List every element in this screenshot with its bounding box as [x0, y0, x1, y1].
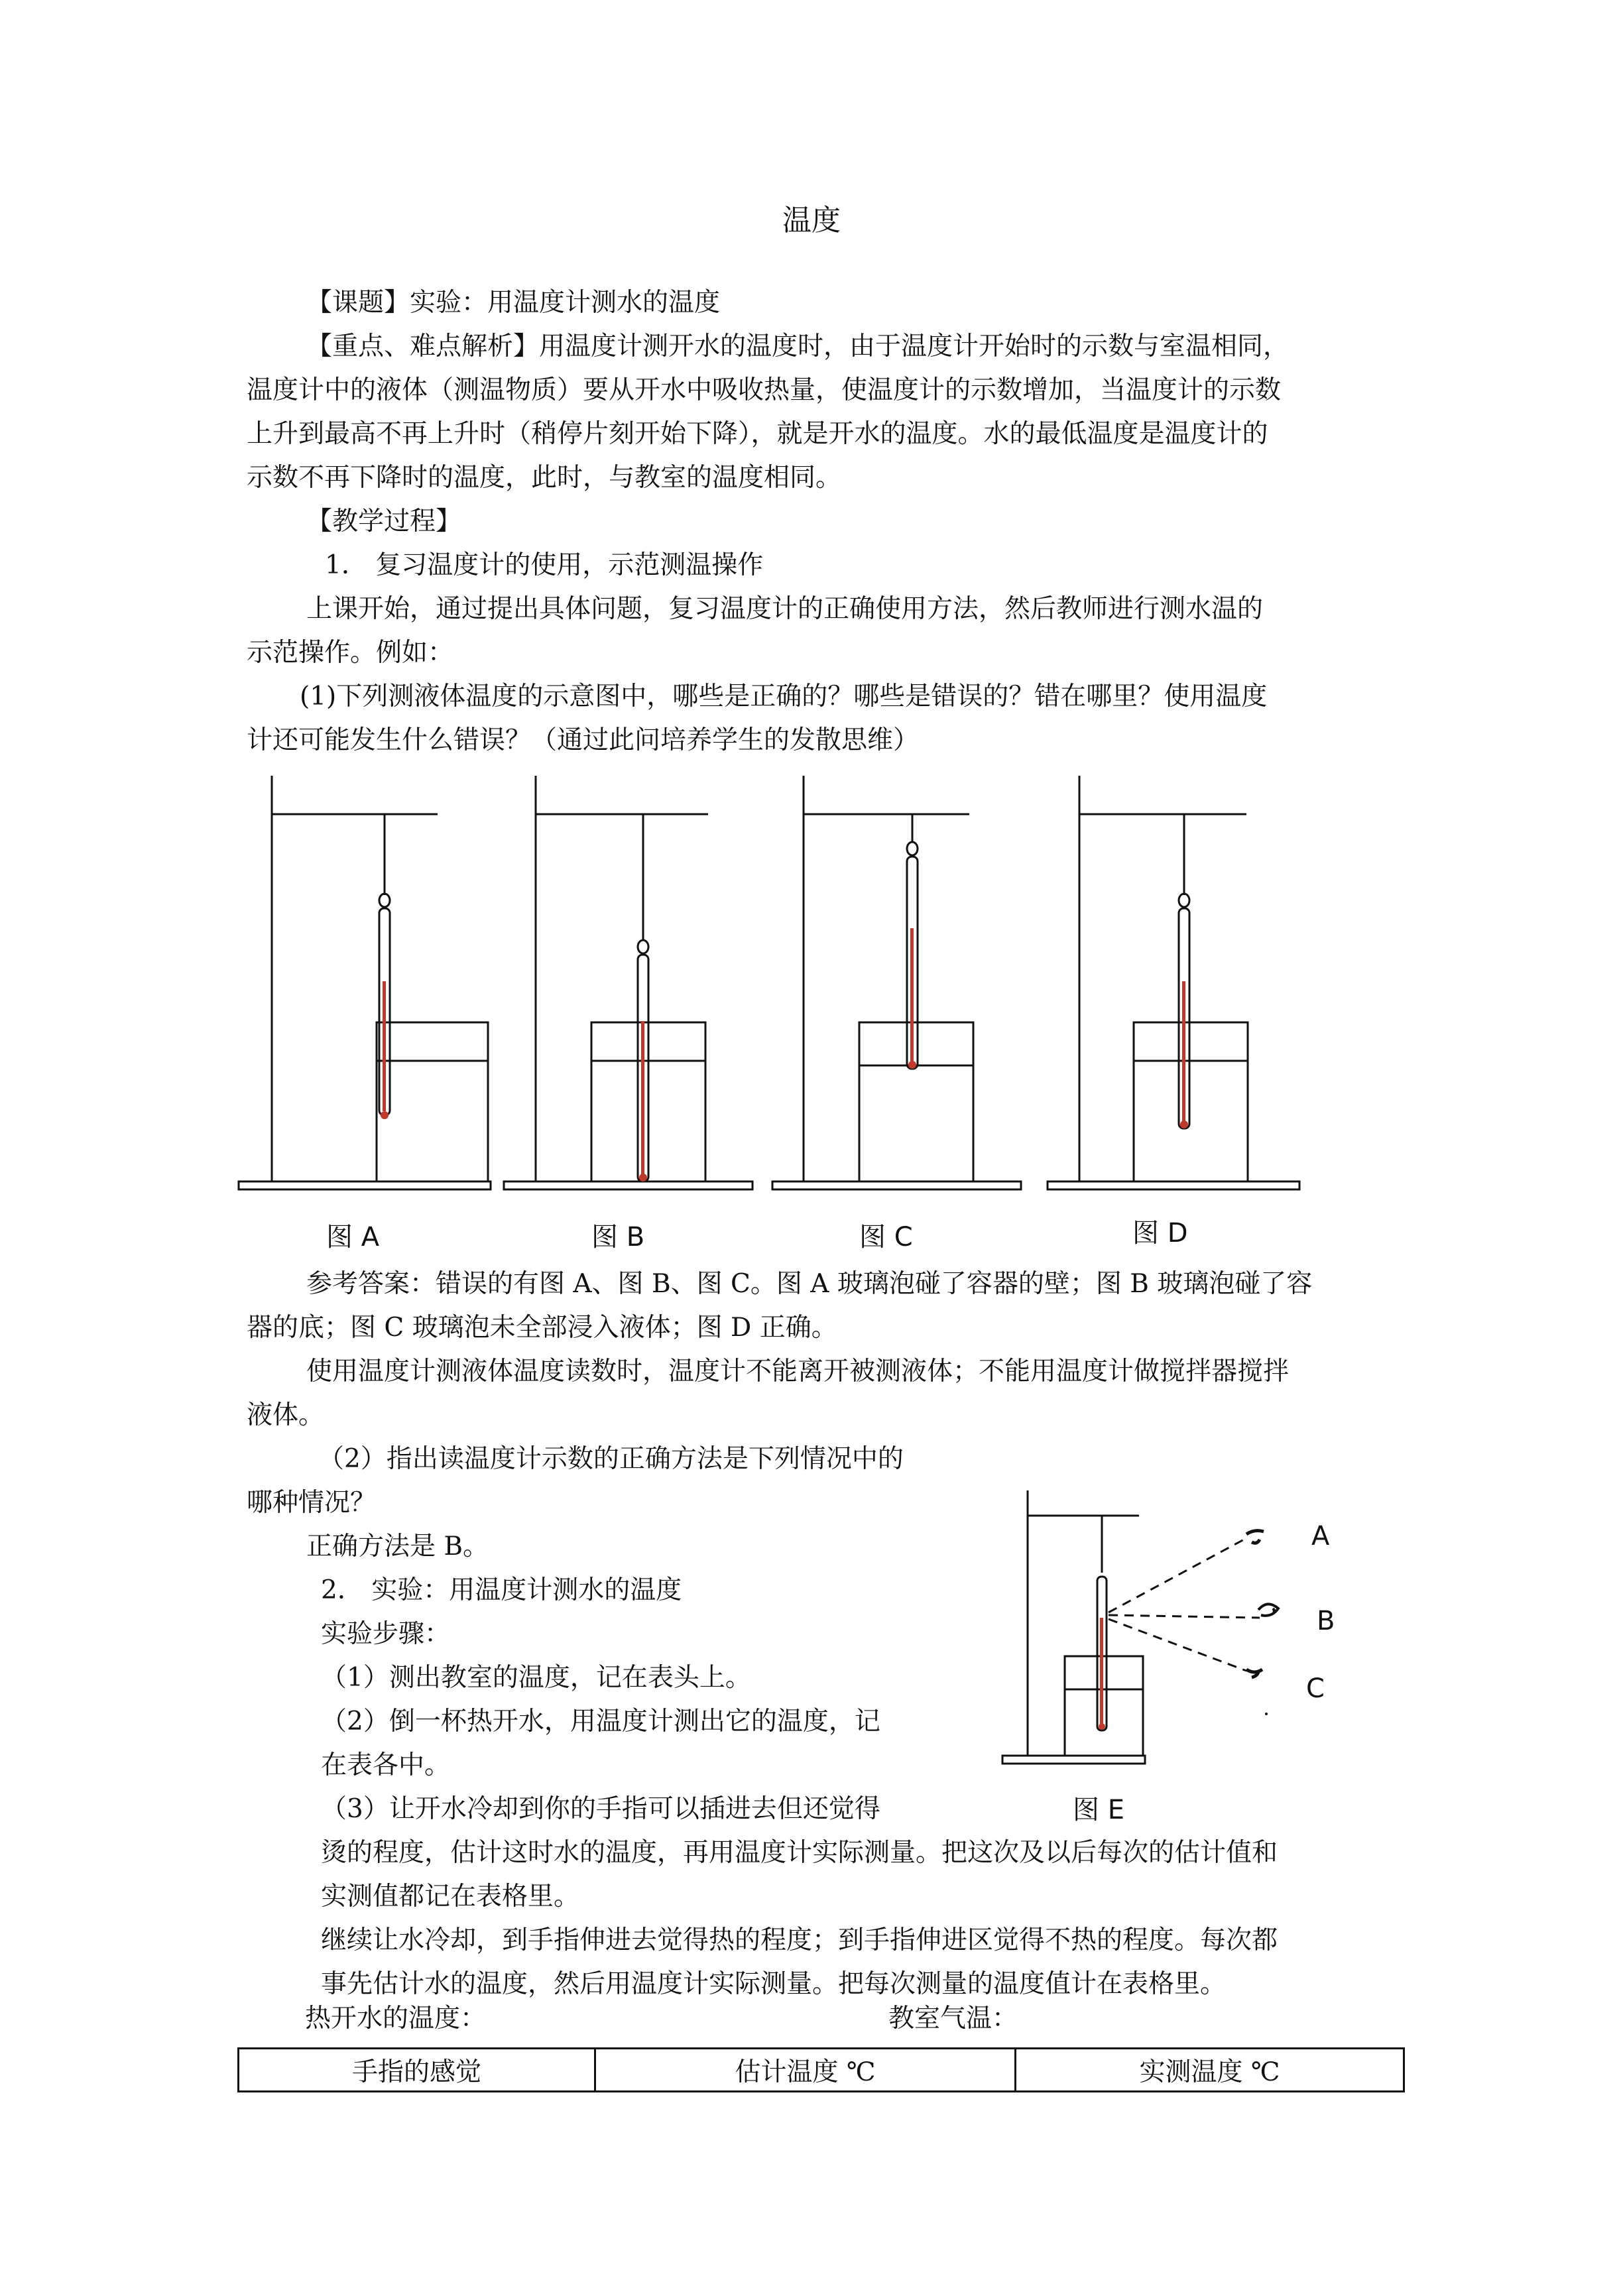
question1-line: (1)下列测液体温度的示意图中，哪些是正确的？哪些是错误的？错在哪里？使用温度 — [300, 682, 1268, 711]
analysis-line: 温度计中的液体（测温物质）要从开水中吸收热量，使温度计的示数增加，当温度计的示数 — [247, 375, 1282, 405]
eye-c-label: C — [1306, 1673, 1325, 1704]
figure-c-apparatus — [772, 776, 1021, 1189]
hot-water-label: 热开水的温度： — [305, 2004, 487, 2033]
step2-heading: 2． 实验：用温度计测水的温度 — [321, 1575, 682, 1605]
continue-line: 继续让水冷却，到手指伸进去觉得热的程度；到手指伸进区觉得不热的程度。每次都 — [321, 1925, 1278, 1955]
table-header-cell: 手指的感觉 — [239, 2049, 595, 2092]
table-header-row — [239, 2049, 1404, 2092]
process-heading: 【教学过程】 — [306, 507, 462, 536]
step-c-line: 实测值都记在表格里。 — [321, 1882, 580, 1911]
answer2: 正确方法是 B。 — [306, 1532, 489, 1561]
figure-d-label: 图 D — [1132, 1218, 1188, 1248]
page-title: 温度 — [782, 204, 841, 237]
answer1-line: 参考答案：错误的有图 A、图 B、图 C。图 A 玻璃泡碰了容器的壁；图 B 玻璃泡碰了容 — [306, 1269, 1313, 1299]
figure-a-label: 图 A — [326, 1222, 380, 1252]
continue-line: 事先估计水的温度，然后用温度计实际测量。把每次测量的温度值计在表格里。 — [321, 1969, 1227, 1999]
step-c-line: （3）让开水冷却到你的手指可以插进去但还觉得 — [321, 1794, 880, 1824]
figure-e-label: 图 E — [1073, 1795, 1124, 1825]
figure-c-label: 图 C — [859, 1222, 913, 1252]
analysis-line: 【重点、难点解析】用温度计测开水的温度时，由于温度计开始时的示数与室温相同， — [306, 332, 1290, 361]
steps-label: 实验步骤： — [321, 1619, 451, 1649]
step1-line: 示范操作。例如： — [247, 638, 454, 668]
eye-a-label: A — [1311, 1521, 1330, 1551]
eye-b-label: B — [1317, 1606, 1335, 1636]
figure-b-label: 图 B — [591, 1222, 645, 1252]
usage-note-line: 液体。 — [247, 1400, 325, 1430]
question1-line: 计还可能发生什么错误？（通过此问培养学生的发散思维） — [247, 725, 920, 755]
step-c-line: 烫的程度，估计这时水的温度，再用温度计实际测量。把这次及以后每次的估计值和 — [321, 1838, 1278, 1868]
step-a: （1）测出教室的温度，记在表头上。 — [321, 1663, 751, 1693]
analysis-line: 示数不再下降时的温度，此时，与教室的温度相同。 — [247, 463, 842, 493]
answer1-line: 器的底；图 C 玻璃泡未全部浸入液体；图 D 正确。 — [247, 1313, 837, 1343]
step-b-line: 在表各中。 — [321, 1750, 451, 1780]
table-header-cell: 估计温度 ℃ — [595, 2049, 1016, 2092]
answer-block — [247, 1262, 1396, 2006]
figure-d-apparatus — [1048, 776, 1299, 1189]
record-table — [237, 2047, 1405, 2092]
table-header-cell: 实测温度 ℃ — [1016, 2049, 1404, 2092]
question2-line: 哪种情况？ — [247, 1488, 377, 1518]
question2-line: （2）指出读温度计示数的正确方法是下列情况中的 — [318, 1444, 904, 1474]
analysis-line: 上升到最高不再上升时（稍停片刻开始下降），就是开水的温度。水的最低温度是温度计的 — [247, 419, 1268, 449]
usage-note-line: 使用温度计测液体温度读数时，温度计不能离开被测液体；不能用温度计做搅拌器搅拌 — [306, 1357, 1290, 1386]
room-temp-label: 教室气温： — [888, 2004, 1018, 2033]
figure-b-apparatus — [504, 776, 752, 1189]
topic: 【课题】实验：用温度计测水的温度 — [306, 288, 721, 318]
step-b-line: （2）倒一杯热开水，用温度计测出它的温度，记 — [321, 1707, 880, 1736]
step1-line: 上课开始，通过提出具体问题，复习温度计的正确使用方法，然后教师进行测水温的 — [306, 594, 1264, 624]
figure-a-apparatus — [239, 776, 491, 1189]
step1-heading: 1． 复习温度计的使用，示范测温操作 — [325, 550, 764, 580]
